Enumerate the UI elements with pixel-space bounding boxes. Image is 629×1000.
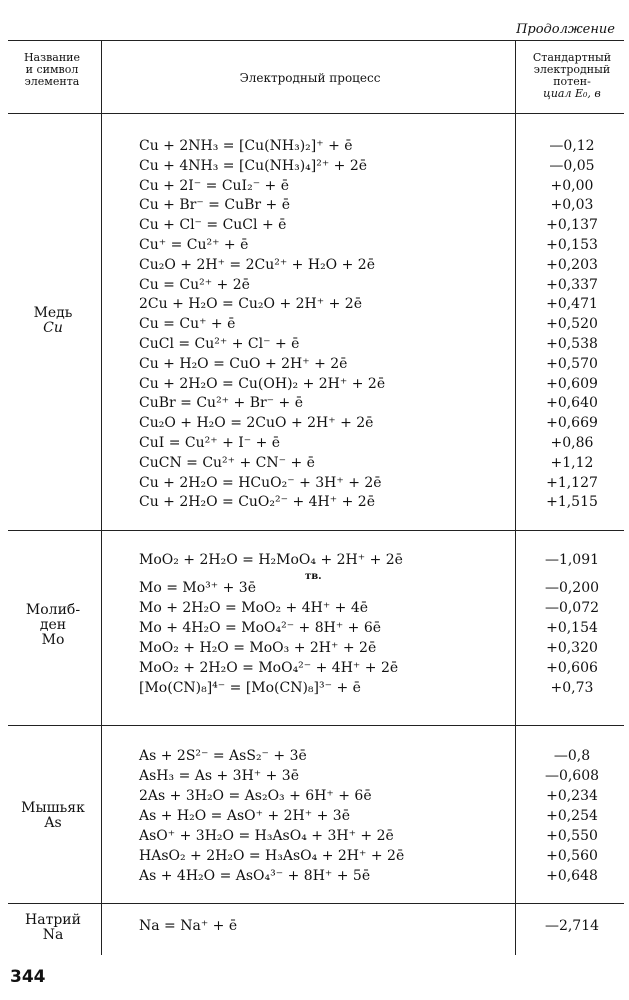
standard-potential: —0,05: [549, 157, 595, 174]
header-name-line: и символ: [25, 63, 79, 76]
header-element-name: [10, 52, 94, 88]
header-process: Электродный процесс: [239, 71, 381, 85]
element-name: Мышьяк: [21, 800, 85, 816]
standard-potential: +0,03: [550, 197, 594, 214]
header-name-line: Название: [23, 51, 81, 64]
electrode-process: Cu + 2I⁻ = CuI₂⁻ + ē: [139, 177, 289, 194]
element-symbol: Mo: [41, 632, 65, 648]
header-potential-line: электродный: [533, 63, 611, 76]
element-symbol: As: [44, 815, 62, 831]
electrode-process: [Mo(CN)₈]⁴⁻ = [Mo(CN)₈]³⁻ + ē: [139, 680, 361, 696]
electrode-process: MoO₂ + 2H₂O = MoO₄²⁻ + 4H⁺ + 2ē: [139, 660, 399, 676]
electrode-process: CuBr = Cu²⁺ + Br⁻ + ē: [139, 395, 303, 412]
electrode-process: Cu + 2H₂O = CuO₂²⁻ + 4H⁺ + 2ē: [139, 494, 375, 511]
element-arsenic: [10, 801, 96, 831]
standard-potential: —0,200: [544, 580, 600, 596]
element-name: Медь: [33, 305, 73, 321]
standard-potential: +0,337: [546, 276, 598, 293]
electrode-process: Cu + 2H₂O = Cu(OH)₂ + 2H⁺ + 2ē: [139, 375, 386, 392]
electrode-process: Mo = Mo³⁺ + 3ē: [139, 580, 256, 596]
standard-potential: +0,550: [546, 828, 598, 844]
electrode-process: Cu + Br⁻ = CuBr + ē: [139, 197, 290, 214]
electrode-process: As + 2S²⁻ = AsS₂⁻ + 3ē: [139, 748, 307, 764]
header-potential-line: циал E₀, в: [543, 87, 601, 100]
standard-potential: +0,254: [546, 808, 598, 824]
electrode-process: Cu + 2NH₃ = [Cu(NH₃)₂]⁺ + ē: [139, 138, 353, 154]
standard-potential: +1,12: [550, 454, 594, 471]
standard-potential: +1,127: [546, 474, 598, 491]
standard-potential: +0,648: [546, 868, 598, 884]
electrode-process: Na = Na⁺ + ē: [139, 918, 238, 934]
header-potential-line: потен-: [553, 75, 591, 88]
element-name: Натрий: [25, 912, 81, 928]
standard-potential: +0,234: [546, 788, 598, 804]
element-symbol: Cu: [43, 320, 63, 336]
element-name: ден: [39, 617, 67, 633]
standard-potential: +0,203: [546, 256, 598, 273]
standard-potential: —0,072: [544, 600, 600, 616]
element-symbol: Na: [42, 927, 64, 943]
electrode-process: Cu + 4NH₃ = [Cu(NH₃)₄]²⁺ + 2ē: [139, 157, 368, 174]
electrode-process: AsH₃ = As + 3H⁺ + 3ē: [139, 768, 300, 784]
electrode-process: As + 4H₂O = AsO₄³⁻ + 8H⁺ + 5ē: [139, 868, 371, 884]
electrode-process: CuCN = Cu²⁺ + CN⁻ + ē: [139, 454, 315, 471]
header-potential-line: Стандартный: [532, 51, 612, 64]
standard-potential: +0,520: [546, 316, 598, 333]
standard-potential: —0,608: [544, 768, 600, 784]
electrode-process: 2As + 3H₂O = As₂O₃ + 6H⁺ + 6ē: [139, 788, 372, 804]
standard-potential: +0,00: [550, 177, 594, 194]
standard-potential: +0,320: [546, 640, 598, 656]
standard-potential: —0,8: [553, 748, 591, 764]
element-copper: [10, 306, 96, 336]
electrode-process: Cu + H₂O = CuO + 2H⁺ + 2ē: [139, 355, 348, 372]
standard-potential: —0,12: [549, 138, 595, 154]
column-divider-right: [515, 40, 516, 955]
page-number: 344: [10, 967, 46, 987]
electrode-process: Mo + 4H₂O = MoO₄²⁻ + 8H⁺ + 6ē: [139, 620, 382, 636]
header-name-line: элемента: [24, 75, 80, 88]
electrode-process: Cu + 2H₂O = HCuO₂⁻ + 3H⁺ + 2ē: [139, 474, 382, 491]
electrode-process: Mo + 2H₂O = MoO₂ + 4H⁺ + 4ē: [139, 600, 369, 616]
electrode-process: Cu₂O + 2H⁺ = 2Cu²⁺ + H₂O + 2ē: [139, 256, 375, 273]
electrode-process: Cu₂O + H₂O = 2CuO + 2H⁺ + 2ē: [139, 415, 374, 432]
electrode-process: CuCl = Cu²⁺ + Cl⁻ + ē: [139, 336, 300, 352]
standard-potential: +0,153: [546, 237, 598, 253]
header-potential: [520, 52, 624, 100]
standard-potential: +0,570: [546, 355, 598, 372]
standard-potential: +0,669: [546, 415, 598, 432]
element-name: Молиб-: [25, 602, 81, 618]
electrode-process: HAsO₂ + 2H₂O = H₃AsO₄ + 2H⁺ + 2ē: [139, 848, 405, 864]
electrode-process: As + H₂O = AsO⁺ + 2H⁺ + 3ē: [139, 808, 350, 824]
electrode-process: MoO₂ + 2H₂O = H₂MoO₄ + 2H⁺ + 2ē: [139, 552, 403, 568]
solid-phase-note: тв.: [305, 571, 322, 582]
standard-potential: +0,560: [546, 848, 598, 864]
standard-potential: +0,154: [546, 620, 598, 636]
standard-potential: —2,714: [544, 918, 600, 934]
electrode-process: Cu = Cu²⁺ + 2ē: [139, 276, 250, 293]
standard-potential: +0,640: [546, 395, 598, 412]
electrode-process: Cu = Cu⁺ + ē: [139, 316, 236, 333]
continuation-label: Продолжение: [516, 22, 615, 37]
electrode-process: 2Cu + H₂O = Cu₂O + 2H⁺ + 2ē: [139, 296, 362, 313]
standard-potential: +0,73: [550, 680, 594, 696]
standard-potential: +0,609: [546, 375, 598, 392]
electrode-process: CuI = Cu²⁺ + I⁻ + ē: [139, 435, 281, 451]
electrode-process: Cu⁺ = Cu²⁺ + ē: [139, 237, 249, 253]
standard-potential: +0,538: [546, 336, 598, 352]
standard-potential: +0,86: [550, 435, 594, 451]
standard-potential: +0,606: [546, 660, 598, 676]
electrode-process: MoO₂ + H₂O = MoO₃ + 2H⁺ + 2ē: [139, 640, 377, 656]
column-divider-left: [101, 40, 102, 955]
electrode-process: AsO⁺ + 3H₂O = H₃AsO₄ + 3H⁺ + 2ē: [139, 828, 394, 844]
standard-potential: +0,137: [546, 217, 598, 234]
element-sodium: [10, 913, 96, 943]
element-molybdenum: [10, 603, 96, 648]
electrode-process: Cu + Cl⁻ = CuCl + ē: [139, 217, 287, 234]
standard-potential: +1,515: [546, 494, 598, 511]
standard-potential: —1,091: [544, 552, 600, 568]
standard-potential: +0,471: [546, 296, 598, 313]
